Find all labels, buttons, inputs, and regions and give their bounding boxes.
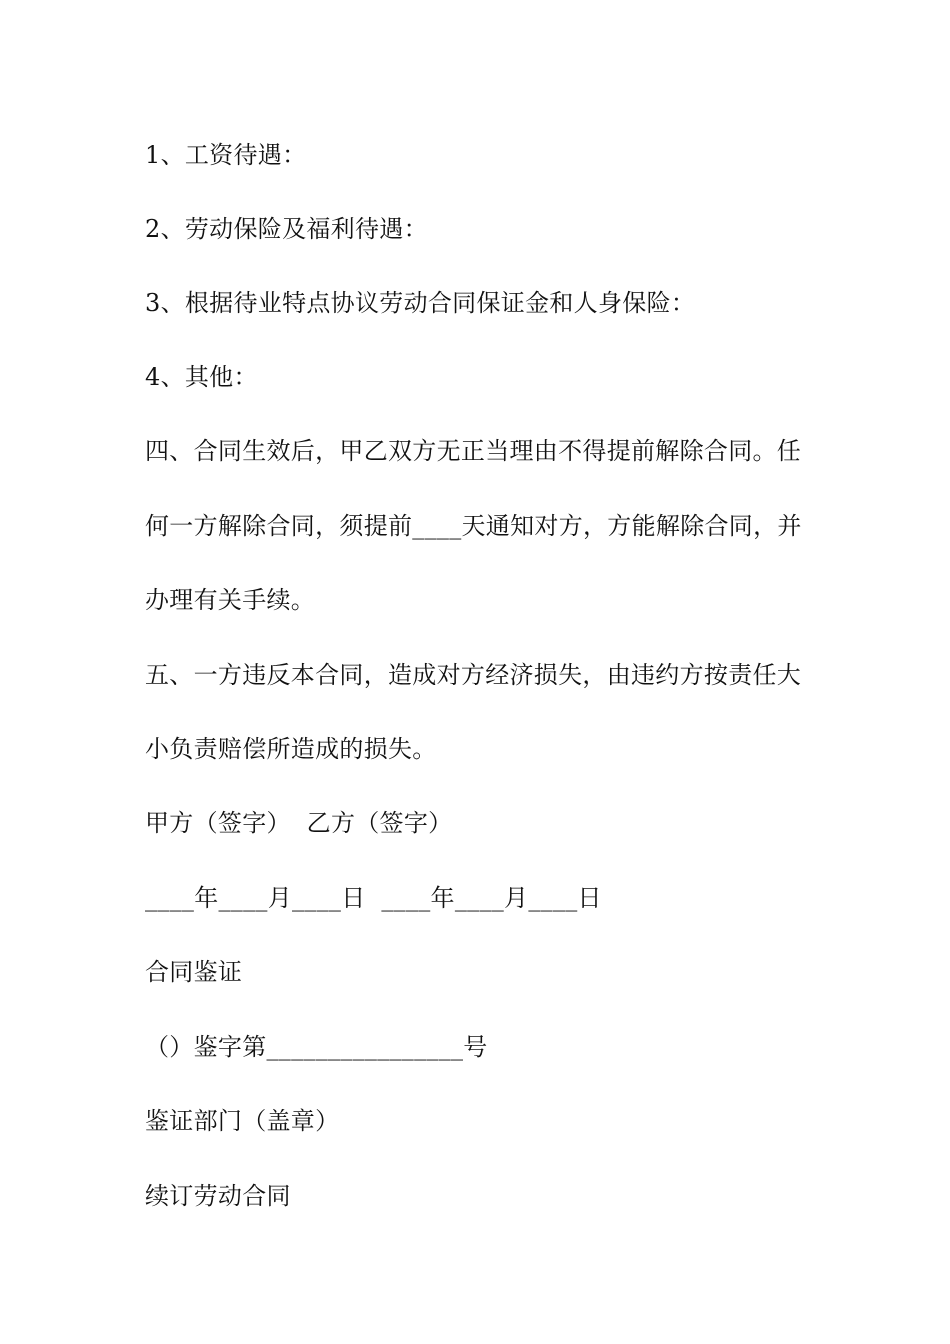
- item-other: 4、其他：: [145, 363, 258, 391]
- item-insurance-welfare: 2、劳动保险及福利待遇：: [145, 215, 428, 243]
- signature-dates: ____年____月____日 ____年____月____日: [145, 884, 602, 912]
- clause-five-line-1: 五、一方违反本合同，造成对方经济损失，由违约方按责任大: [145, 661, 802, 689]
- verification-department: 鉴证部门（盖章）: [145, 1107, 340, 1135]
- contract-verification-heading: 合同鉴证: [145, 958, 243, 986]
- clause-four-line-3: 办理有关手续。: [145, 586, 316, 614]
- clause-four-line-2: 何一方解除合同，须提前____天通知对方，方能解除合同，并: [145, 512, 802, 540]
- clause-four-line-1: 四、合同生效后，甲乙双方无正当理由不得提前解除合同。任: [145, 437, 802, 465]
- clause-five-line-2: 小负责赔偿所造成的损失。: [145, 735, 437, 763]
- verification-number: （）鉴字第________________号: [145, 1033, 488, 1061]
- item-wages: 1、工资待遇：: [145, 141, 307, 169]
- item-deposit-insurance: 3、根据待业特点协议劳动合同保证金和人身保险：: [145, 289, 696, 317]
- renewal-heading: 续订劳动合同: [145, 1182, 291, 1210]
- signature-labels: 甲方（签字） 乙方（签字）: [145, 809, 453, 837]
